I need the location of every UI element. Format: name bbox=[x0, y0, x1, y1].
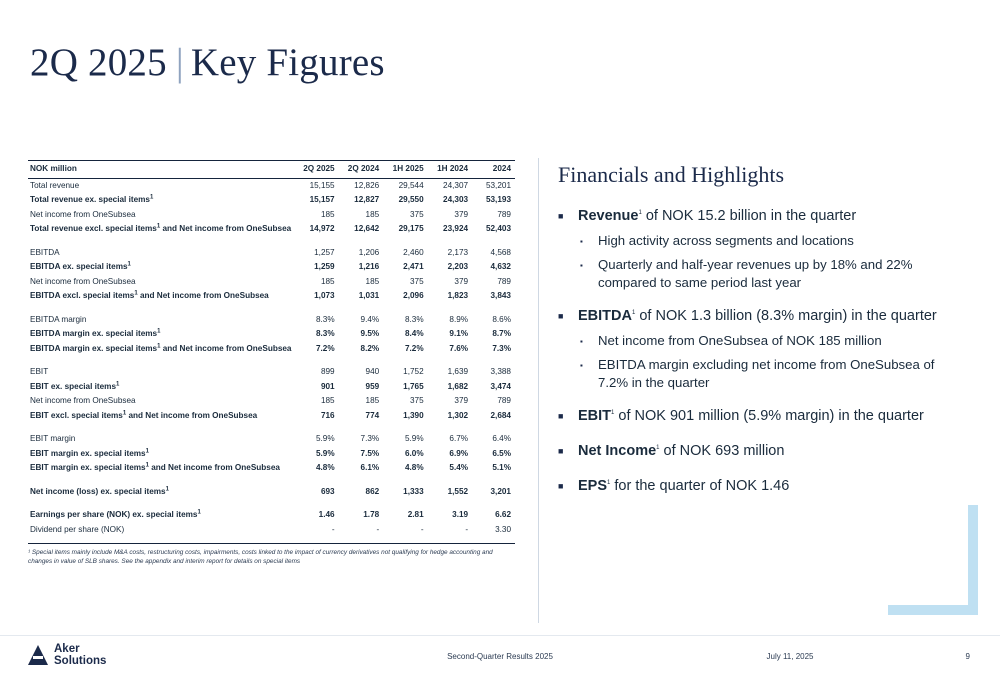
table-cell-value: 1,823 bbox=[447, 291, 469, 300]
footer-page-number: 9 bbox=[965, 652, 970, 661]
table-row bbox=[28, 222, 515, 237]
table-spacer-row bbox=[28, 476, 515, 485]
table-row-label: EBITDA ex. special items$^1$ bbox=[30, 261, 131, 271]
highlight-bullet-text: EBIT$^1$ of NOK 901 million (5.9% margin) in the quarter bbox=[578, 408, 924, 424]
footnote-marker: 1 bbox=[638, 210, 642, 217]
table-cell-value: 3.30 bbox=[495, 524, 511, 534]
table-row bbox=[28, 461, 515, 476]
table-cell-value: 8.3% bbox=[315, 329, 335, 338]
table-cell-value: 7.5% bbox=[360, 448, 380, 458]
table-cell-value: 862 bbox=[365, 486, 380, 496]
table-cell-value: 29,550 bbox=[398, 195, 424, 204]
table-row bbox=[28, 178, 515, 193]
table-cell-value: 1,257 bbox=[314, 247, 335, 257]
table-cell-value: 379 bbox=[454, 396, 469, 405]
bullet-square-icon: ■ bbox=[558, 411, 564, 421]
table-row bbox=[28, 394, 515, 409]
column-header-2q2024: 2Q 2024 bbox=[339, 161, 384, 179]
table-cell-value: 8.4% bbox=[404, 329, 424, 338]
sub-bullet-square-icon: ▪ bbox=[580, 261, 583, 270]
footnote-marker: 1 bbox=[134, 290, 138, 297]
table-cell-value: 1,682 bbox=[447, 381, 469, 391]
column-header-2q2025: 2Q 2025 bbox=[294, 161, 339, 179]
highlight-sub-bullet bbox=[580, 332, 978, 351]
table-spacer-cell bbox=[28, 476, 515, 485]
table-row-label: Net income from OneSubsea bbox=[30, 276, 136, 286]
table-cell-value: 2,096 bbox=[403, 291, 424, 300]
table-cell-value: 6.7% bbox=[449, 434, 469, 443]
table-spacer-cell bbox=[28, 304, 515, 313]
table-cell-value: 379 bbox=[454, 209, 469, 219]
table-cell-value: 12,642 bbox=[354, 224, 380, 233]
table-cell-value: 1,752 bbox=[403, 367, 424, 376]
table-cell-value: 2,173 bbox=[447, 247, 469, 257]
highlights-panel bbox=[558, 162, 978, 497]
table-row-label: EBIT margin bbox=[30, 434, 76, 443]
table-cell-value: 1,206 bbox=[358, 247, 380, 257]
table-cell-value: 185 bbox=[365, 396, 380, 405]
table-row-label: EBIT excl. special items$^1$ and Net income from OneSubsea bbox=[30, 409, 258, 420]
table-cell-value: 185 bbox=[320, 276, 335, 286]
table-cell-value: 6.9% bbox=[449, 448, 469, 458]
highlight-bullet-text: EPS$^1$ for the quarter of NOK 1.46 bbox=[578, 478, 790, 494]
table-cell-value: 15,157 bbox=[309, 195, 335, 204]
table-row-label: EBITDA margin ex. special items$^1$ bbox=[30, 328, 161, 338]
footnote-marker: 1 bbox=[157, 328, 161, 335]
table-cell-value: 6.62 bbox=[495, 510, 511, 519]
table-row-label: EBITDA margin bbox=[30, 314, 87, 324]
table-cell-value: 7.2% bbox=[315, 343, 335, 353]
table-row bbox=[28, 485, 515, 500]
table-cell-value: 3.19 bbox=[452, 510, 469, 519]
highlight-sub-bullet bbox=[580, 256, 978, 292]
table-cell-value: 959 bbox=[365, 381, 380, 391]
company-name-line2: Solutions bbox=[54, 655, 107, 667]
highlight-bullet-keyword: EPS bbox=[578, 478, 608, 494]
table-cell-value: 899 bbox=[320, 367, 335, 376]
table-cell-value: 5.4% bbox=[449, 463, 469, 472]
table-cell-value: 52,403 bbox=[485, 224, 511, 233]
footnote-marker: 1 bbox=[156, 223, 161, 230]
table-header-row bbox=[28, 161, 515, 179]
table-cell-value: 7.3% bbox=[360, 434, 380, 443]
bullet-square-icon: ■ bbox=[558, 481, 564, 491]
highlight-bullet-text: Net Income$^1$ of NOK 693 million bbox=[578, 443, 785, 459]
table-cell-value: 8.3% bbox=[315, 314, 335, 324]
highlight-bullet-keyword: EBITDA bbox=[578, 308, 632, 324]
table-cell-value: 4,632 bbox=[490, 262, 511, 271]
footnote-marker: 1 bbox=[157, 342, 161, 349]
table-cell-value: 23,924 bbox=[443, 224, 469, 233]
highlight-bullet-keyword: EBIT bbox=[578, 408, 612, 424]
table-footnote: ¹ Special items mainly include M&A costs, restructuring costs, impairments, costs linked to the impact of currency derivatives not qualifying for hedge accounting and changes in value of SLB shares. See the appendix and interim report for details on special items bbox=[28, 543, 515, 566]
bullet-square-icon: ■ bbox=[558, 211, 564, 221]
table-row bbox=[28, 193, 515, 208]
highlight-bullet bbox=[558, 406, 978, 427]
table-cell-value: 1,073 bbox=[314, 291, 335, 300]
table-cell-value: 2.81 bbox=[407, 510, 424, 519]
highlights-heading: Financials and Highlights bbox=[558, 162, 785, 187]
vertical-divider bbox=[538, 158, 539, 623]
table-cell-value: 3,843 bbox=[490, 291, 511, 300]
table-cell-value: 6.1% bbox=[360, 463, 380, 472]
table-cell-value: 29,175 bbox=[398, 224, 424, 233]
table-cell-value: 789 bbox=[497, 396, 511, 405]
table-row bbox=[28, 208, 515, 223]
table-cell-value: 24,307 bbox=[443, 180, 469, 190]
table-body bbox=[28, 178, 515, 537]
table-cell-value: 5.1% bbox=[492, 463, 511, 472]
footnote-marker: 1 bbox=[165, 485, 169, 492]
table-cell-value: 3,201 bbox=[490, 486, 511, 496]
footnote-marker: 1 bbox=[607, 480, 611, 487]
table-row-label: Net income from OneSubsea bbox=[30, 209, 136, 219]
table-cell-value: 1,639 bbox=[447, 367, 469, 376]
table-row bbox=[28, 409, 515, 424]
table-row bbox=[28, 447, 515, 462]
table-cell-value: - bbox=[376, 524, 380, 534]
table-row-label: EBITDA excl. special items$^1$ and Net income from OneSubsea bbox=[30, 290, 269, 300]
table-cell-value: 6.4% bbox=[492, 434, 511, 443]
highlight-bullet-text: EBITDA$^1$ of NOK 1.3 billion (8.3% margin) in the quarter bbox=[578, 308, 937, 324]
table-cell-value: 716 bbox=[320, 410, 335, 420]
table-cell-value: 789 bbox=[497, 209, 511, 219]
bullet-square-icon: ■ bbox=[558, 311, 564, 321]
table-cell-value: 1,216 bbox=[358, 262, 380, 271]
column-header-label: NOK million bbox=[28, 161, 294, 179]
table-row-label: EBITDA bbox=[30, 247, 60, 257]
table-spacer-cell bbox=[28, 237, 515, 246]
table-cell-value: 7.3% bbox=[492, 343, 511, 353]
table-cell-value: 8.6% bbox=[492, 314, 511, 324]
footnote-marker: 1 bbox=[122, 409, 127, 416]
table-row bbox=[28, 260, 515, 275]
table-row bbox=[28, 508, 515, 523]
footnote-marker: 1 bbox=[145, 462, 149, 469]
company-name-line1: Aker bbox=[54, 643, 80, 655]
highlight-bullet bbox=[558, 206, 978, 227]
table-row bbox=[28, 275, 515, 290]
table-cell-value: 5.9% bbox=[315, 434, 335, 443]
table-cell-value: 2,460 bbox=[403, 247, 424, 257]
table-cell-value: 8.2% bbox=[360, 343, 380, 353]
table-row-label: EBITDA margin ex. special items$^1$ and Net income from OneSubsea bbox=[30, 342, 292, 353]
column-header-1h2025: 1H 2025 bbox=[383, 161, 427, 179]
table-row-label: Dividend per share (NOK) bbox=[30, 524, 125, 534]
footnote-marker: 1 bbox=[197, 509, 201, 516]
sub-bullet-square-icon: ▪ bbox=[580, 237, 583, 246]
table-row bbox=[28, 342, 515, 357]
bullet-square-icon: ■ bbox=[558, 446, 564, 456]
table-row-label: EBIT margin ex. special items$^1$ and Net income from OneSubsea bbox=[30, 462, 280, 472]
highlight-sub-bullet-text: Net income from OneSubsea of NOK 185 million bbox=[598, 333, 882, 348]
table-cell-value: 185 bbox=[320, 396, 335, 405]
page-title bbox=[30, 40, 385, 85]
table-cell-value: 15,155 bbox=[309, 180, 335, 190]
footnote-marker: 1 bbox=[127, 261, 131, 268]
table-row bbox=[28, 365, 515, 380]
highlights-bullets bbox=[558, 206, 978, 497]
key-figures-table-wrap bbox=[28, 160, 515, 566]
table-cell-value: 53,201 bbox=[485, 180, 511, 190]
table-cell-value: 9.1% bbox=[449, 329, 469, 338]
table-cell-value: - bbox=[420, 524, 424, 534]
table-spacer-cell bbox=[28, 356, 515, 365]
table-row-label: Net income from OneSubsea bbox=[30, 396, 136, 405]
table-cell-value: 379 bbox=[454, 276, 469, 286]
table-cell-value: 6.5% bbox=[492, 448, 511, 458]
table-cell-value: 774 bbox=[365, 410, 380, 420]
highlight-bullet bbox=[558, 306, 978, 327]
column-header-1h2024: 1H 2024 bbox=[428, 161, 472, 179]
table-cell-value: - bbox=[465, 524, 469, 534]
table-row bbox=[28, 289, 515, 304]
table-cell-value: 2,203 bbox=[447, 262, 469, 271]
footnote-marker: 1 bbox=[150, 194, 154, 201]
table-cell-value: 29,544 bbox=[398, 180, 424, 190]
highlight-bullet-keyword: Net Income bbox=[578, 443, 657, 459]
table-spacer-row bbox=[28, 356, 515, 365]
table-cell-value: 1,552 bbox=[447, 486, 469, 496]
table-cell-value: 12,826 bbox=[354, 180, 380, 190]
table-spacer-row bbox=[28, 237, 515, 246]
highlight-sub-bullet bbox=[580, 356, 978, 392]
table-cell-value: 8.3% bbox=[404, 314, 424, 324]
table-cell-value: - bbox=[331, 524, 335, 534]
key-figures-table bbox=[28, 160, 515, 537]
table-cell-value: 1,333 bbox=[403, 486, 424, 496]
table-cell-value: 185 bbox=[365, 209, 380, 219]
footnote-marker: 1 bbox=[145, 447, 149, 454]
column-header-2024: 2024 bbox=[472, 161, 515, 179]
table-cell-value: 53,193 bbox=[485, 195, 511, 204]
table-spacer-cell bbox=[28, 423, 515, 432]
table-cell-value: 185 bbox=[320, 209, 335, 219]
decorative-bar-vertical bbox=[968, 505, 978, 615]
table-cell-value: 185 bbox=[365, 276, 380, 286]
table-row-label: EBIT bbox=[30, 367, 49, 376]
table-row-label: Total revenue bbox=[30, 180, 80, 190]
footnote-marker: 1 bbox=[631, 310, 636, 317]
title-divider: | bbox=[175, 41, 184, 84]
table-cell-value: 1,031 bbox=[358, 291, 380, 300]
title-main: 2Q 2025 bbox=[30, 41, 167, 84]
footer-date: July 11, 2025 bbox=[766, 652, 814, 661]
table-cell-value: 1,259 bbox=[314, 262, 335, 271]
table-row bbox=[28, 380, 515, 395]
table-cell-value: 12,827 bbox=[354, 195, 380, 204]
footer-divider bbox=[0, 635, 1000, 636]
table-cell-value: 4.8% bbox=[315, 463, 335, 472]
footnote-marker: 1 bbox=[116, 380, 120, 387]
table-cell-value: 1,302 bbox=[447, 410, 469, 420]
table-cell-value: 693 bbox=[320, 486, 335, 496]
highlight-sub-bullet-text: EBITDA margin excluding net income from OneSubsea of 7.2% in the quarter bbox=[598, 357, 935, 390]
table-cell-value: 375 bbox=[409, 276, 424, 286]
table-cell-value: 940 bbox=[365, 367, 380, 376]
table-cell-value: 2,684 bbox=[490, 410, 511, 420]
table-row bbox=[28, 313, 515, 328]
table-cell-value: 3,474 bbox=[490, 381, 511, 391]
table-cell-value: 901 bbox=[320, 381, 335, 391]
table-cell-value: 9.4% bbox=[360, 314, 380, 324]
table-row bbox=[28, 523, 515, 538]
table-cell-value: 1.46 bbox=[318, 510, 335, 519]
table-cell-value: 8.7% bbox=[492, 329, 511, 338]
table-cell-value: 789 bbox=[497, 276, 511, 286]
table-cell-value: 7.2% bbox=[404, 343, 424, 353]
table-cell-value: 2,471 bbox=[403, 262, 424, 271]
table-cell-value: 7.6% bbox=[449, 343, 469, 353]
highlight-bullet-text: Revenue$^1$ of NOK 15.2 billion in the quarter bbox=[578, 208, 857, 224]
footnote-marker: 1 bbox=[611, 410, 615, 417]
table-spacer-row bbox=[28, 499, 515, 508]
highlight-bullet-keyword: Revenue bbox=[578, 208, 639, 224]
table-row bbox=[28, 246, 515, 261]
table-spacer-cell bbox=[28, 499, 515, 508]
table-cell-value: 1.78 bbox=[363, 510, 380, 519]
highlight-bullet bbox=[558, 441, 978, 462]
table-cell-value: 4.8% bbox=[404, 463, 424, 472]
table-row-label: Total revenue ex. special items$^1$ bbox=[30, 194, 154, 204]
table-row-label: EBIT margin ex. special items$^1$ bbox=[30, 447, 149, 458]
highlight-sub-bullet bbox=[580, 232, 978, 251]
table-spacer-row bbox=[28, 304, 515, 313]
table-head bbox=[28, 161, 515, 179]
table-cell-value: 375 bbox=[409, 209, 424, 219]
table-cell-value: 6.0% bbox=[404, 448, 424, 458]
table-cell-value: 9.5% bbox=[360, 329, 380, 338]
decorative-bar-horizontal bbox=[888, 605, 978, 615]
table-row-label: Total revenue excl. special items$^1$ and Net income from OneSubsea bbox=[30, 223, 292, 233]
table-spacer-row bbox=[28, 423, 515, 432]
table-cell-value: 5.9% bbox=[404, 434, 424, 443]
table-cell-value: 24,303 bbox=[443, 195, 469, 204]
table-cell-value: 1,390 bbox=[403, 410, 424, 420]
table-cell-value: 14,972 bbox=[309, 224, 335, 233]
sub-bullet-square-icon: ▪ bbox=[580, 361, 583, 370]
table-row bbox=[28, 432, 515, 447]
table-row-label: Earnings per share (NOK) ex. special items$^1$ bbox=[30, 509, 201, 519]
highlight-bullet bbox=[558, 476, 978, 497]
table-cell-value: 1,765 bbox=[403, 381, 424, 391]
footer-subject: Second-Quarter Results 2025 bbox=[447, 652, 553, 661]
highlight-sub-bullet-text: High activity across segments and locations bbox=[598, 233, 854, 248]
title-sub: Key Figures bbox=[190, 41, 385, 84]
table-cell-value: 8.9% bbox=[449, 314, 469, 324]
sub-bullet-square-icon: ▪ bbox=[580, 337, 583, 346]
table-cell-value: 375 bbox=[409, 396, 424, 405]
table-cell-value: 3,388 bbox=[490, 367, 511, 376]
table-row-label: EBIT ex. special items$^1$ bbox=[30, 380, 120, 391]
table-row-label: Net income (loss) ex. special items$^1$ bbox=[30, 485, 169, 496]
highlight-sub-bullet-text: Quarterly and half-year revenues up by 18% and 22% compared to same period last year bbox=[598, 257, 913, 290]
table-cell-value: 4,568 bbox=[490, 247, 511, 257]
footnote-marker: 1 bbox=[656, 445, 660, 452]
table-cell-value: 5.9% bbox=[315, 448, 335, 458]
table-row bbox=[28, 327, 515, 342]
